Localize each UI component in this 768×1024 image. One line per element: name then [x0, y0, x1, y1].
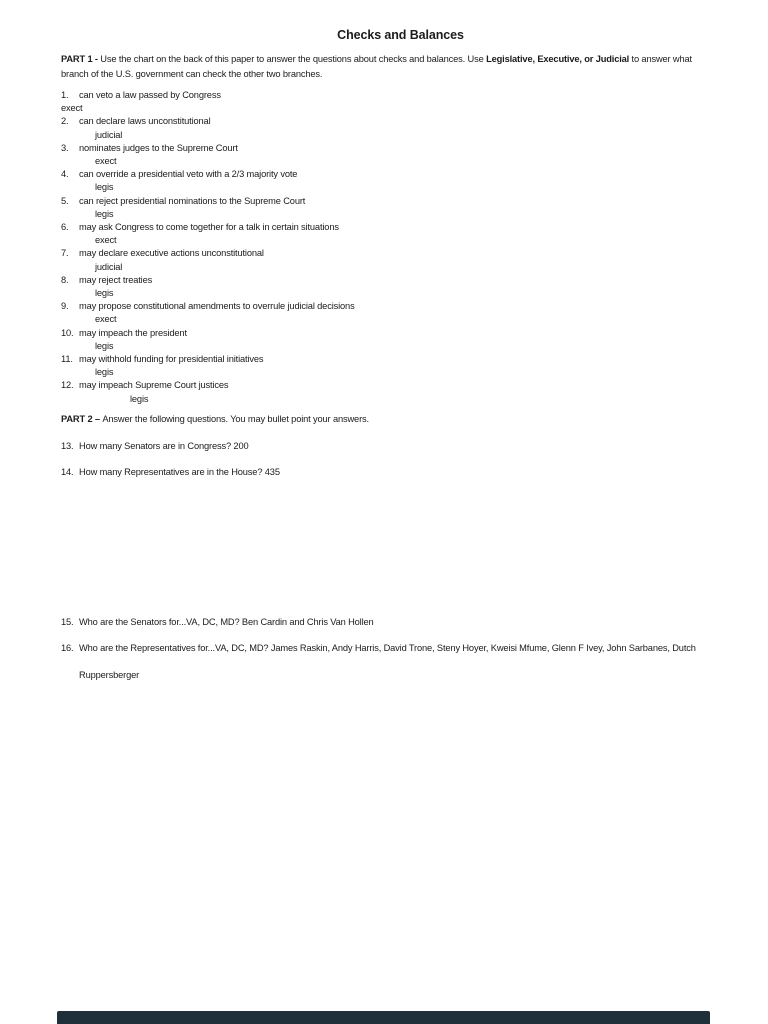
answer-line: exect [61, 103, 83, 114]
list-item [61, 247, 264, 273]
question-line [61, 247, 264, 260]
question-line [61, 327, 187, 340]
answer-line: exect [95, 314, 117, 325]
instruction-line [61, 67, 692, 82]
list-item [61, 379, 228, 405]
text-run: Use the chart on the back of this paper to answer the questions about checks and balances. Use [100, 54, 487, 64]
question-text: may impeach Supreme Court justices [79, 380, 229, 391]
question-line [61, 142, 238, 155]
text-run: PART 2 – [61, 414, 103, 424]
question-text: nominates judges to the Supreme Court [79, 142, 238, 153]
list-item [61, 353, 263, 379]
item-number: 12. [61, 380, 74, 391]
question-text: How many Representatives are in the House? 435 [79, 467, 280, 477]
answer-line: legis [95, 208, 114, 219]
answer-line: judicial [95, 261, 123, 272]
text-run: Answer the following questions. You may bullet point your answers. [102, 414, 369, 424]
question-text: Who are the Representatives for...VA, DC, MD? James Raskin, Andy Harris, David Trone, Steny Hoyer, Kweisi Mfume, Glenn F Ivey, John Sarbanes, Dutch [79, 643, 696, 653]
item-number: 10. [61, 327, 74, 338]
answer-line: legis [95, 182, 114, 193]
list-item [61, 274, 152, 300]
text-run: branch of the U.S. government can check the other two branches. [61, 69, 323, 80]
item-number: 8. [61, 274, 69, 285]
question-line [61, 353, 263, 366]
item-number: 11. [61, 354, 73, 364]
item-number: 16. [61, 643, 74, 653]
item-number: 1. [61, 90, 69, 100]
list-item [61, 142, 238, 168]
item-number: 9. [61, 301, 69, 312]
question-line [61, 221, 339, 234]
text-run: to answer what [629, 54, 692, 64]
question-line [61, 274, 152, 287]
part2-question [61, 466, 280, 479]
part2-question [61, 440, 248, 453]
item-number: 13. [61, 441, 74, 451]
item-number: 4. [61, 169, 69, 180]
item-number: 6. [61, 222, 69, 232]
answer-line: legis [95, 367, 114, 378]
list-item [61, 327, 187, 353]
answer-line: legis [130, 393, 149, 404]
question-text: may ask Congress to come together for a talk in certain situations [79, 222, 339, 232]
question-text: may reject treaties [79, 274, 153, 285]
list-item [61, 300, 355, 326]
answer-line: legis [95, 340, 114, 351]
question-text: may impeach the president [79, 327, 187, 338]
question-text: How many Senators are in Congress? 200 [79, 441, 249, 451]
question-text: can reject presidential nominations to the Supreme Court [79, 195, 306, 206]
answer-line: judicial [95, 129, 123, 140]
text-run: Legislative, Executive, or Judicial [486, 54, 630, 64]
list-item [61, 221, 339, 247]
item-number: 5. [61, 195, 69, 206]
part2-question [61, 616, 374, 629]
list-item [61, 89, 221, 115]
instruction-line [61, 52, 692, 67]
question-text: can declare laws unconstitutional [79, 116, 211, 127]
item-number: 3. [61, 142, 69, 153]
list-item [61, 168, 297, 194]
page-title: Checks and Balances [337, 28, 464, 43]
text-run: PART 1 - [61, 54, 101, 64]
question-line [61, 379, 228, 392]
item-number: 7. [61, 248, 69, 259]
item-number: 2. [61, 116, 69, 127]
question-line [61, 89, 221, 102]
question-text: may declare executive actions unconstitutional [79, 248, 264, 259]
answer-continuation-line: Ruppersberger [79, 670, 140, 680]
answer-line: legis [95, 288, 114, 298]
question-text: Who are the Senators for...VA, DC, MD? Ben Cardin and Chris Van Hollen [79, 617, 374, 627]
part1-instructions [61, 52, 692, 83]
question-line [61, 115, 211, 128]
item-number: 14. [61, 467, 74, 477]
viewer-bottom-bar[interactable] [57, 1011, 710, 1024]
list-item [61, 115, 211, 141]
question-text: may propose constitutional amendments to overrule judicial decisions [79, 301, 355, 312]
question-text: may withhold funding for presidential initiatives [79, 354, 264, 364]
part2-question [61, 642, 696, 655]
list-item [61, 195, 305, 221]
question-text: can veto a law passed by Congress [79, 90, 221, 100]
question-text: can override a presidential veto with a 2/3 majority vote [79, 169, 298, 180]
question-line [61, 168, 297, 181]
item-number: 15. [61, 617, 74, 627]
question-line [61, 195, 305, 208]
question-line [61, 300, 355, 313]
part2-instructions [61, 413, 369, 426]
answer-line: exect [95, 156, 117, 166]
answer-line: exect [95, 235, 117, 246]
